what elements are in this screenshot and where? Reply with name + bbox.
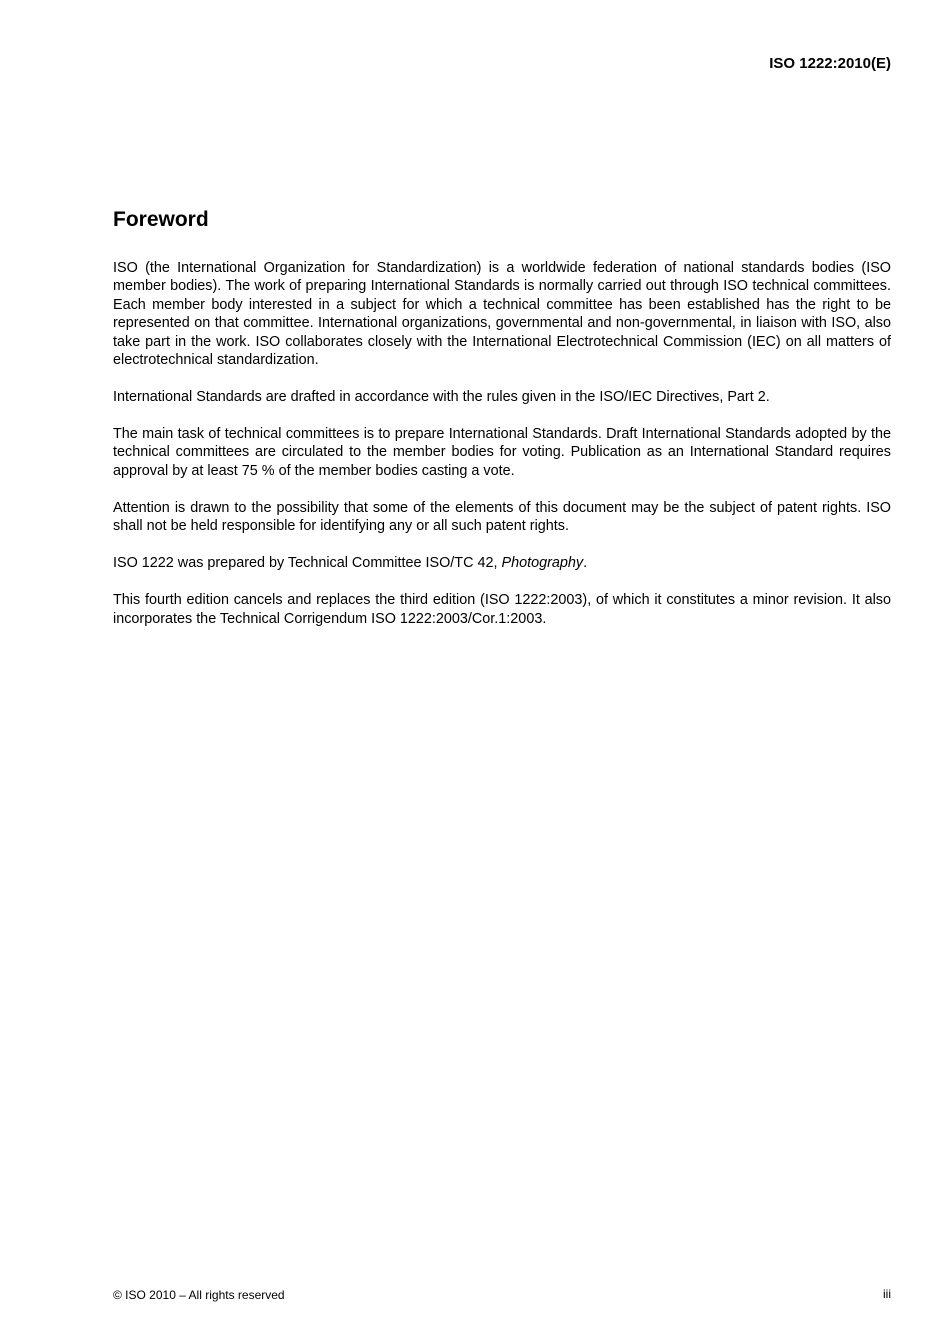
paragraph-directives: International Standards are drafted in accordance with the rules given in the ISO/IEC Directives, Part 2. — [113, 389, 770, 406]
copyright-notice: © ISO 2010 – All rights reserved — [113, 1288, 285, 1302]
paragraph-prepared-by — [113, 554, 891, 572]
paragraph-edition-note: This fourth edition cancels and replaces the third edition (ISO 1222:2003), of which it constitutes a minor revision. It also incorporates the Technical Corrigendum ISO 1222:2003/Cor.1:2003. — [113, 592, 891, 627]
paragraph-committee-task: The main task of technical committees is to prepare International Standards. Draft International Standards adopted by the technical committees are circulated to the member bodies for voting. Publication as an International Standard requires approval by at least 75 % of the member bodies casting a vote. — [113, 426, 891, 479]
page-title: Foreword — [113, 208, 209, 231]
committee-name: Photography — [501, 555, 584, 572]
document-code: ISO 1222:2010(E) — [769, 55, 891, 72]
paragraph-iso-intro: ISO (the International Organization for Standardization) is a worldwide federation of national standards bodies (ISO member bodies). The work of preparing International Standards is normally carried out through ISO technical committees. Each member body interested in a subject for which a technical committee has been established has the right to be represented on that committee. International organizations, governmental and non-governmental, in liaison with ISO, also take part in the work. ISO collaborates closely with the International Electrotechnical Commission (IEC) on all matters of electrotechnical standardization. — [113, 260, 891, 369]
prepared-by-suffix: . — [583, 555, 588, 572]
foreword-body — [113, 259, 891, 647]
paragraph-patent-rights: Attention is drawn to the possibility that some of the elements of this document may be the subject of patent rights. ISO shall not be held responsible for identifying any or all such patent rights. — [113, 499, 891, 535]
page-number: iii — [883, 1287, 891, 1301]
prepared-by-prefix: ISO 1222 was prepared by Technical Committee ISO/TC 42, — [113, 555, 502, 572]
